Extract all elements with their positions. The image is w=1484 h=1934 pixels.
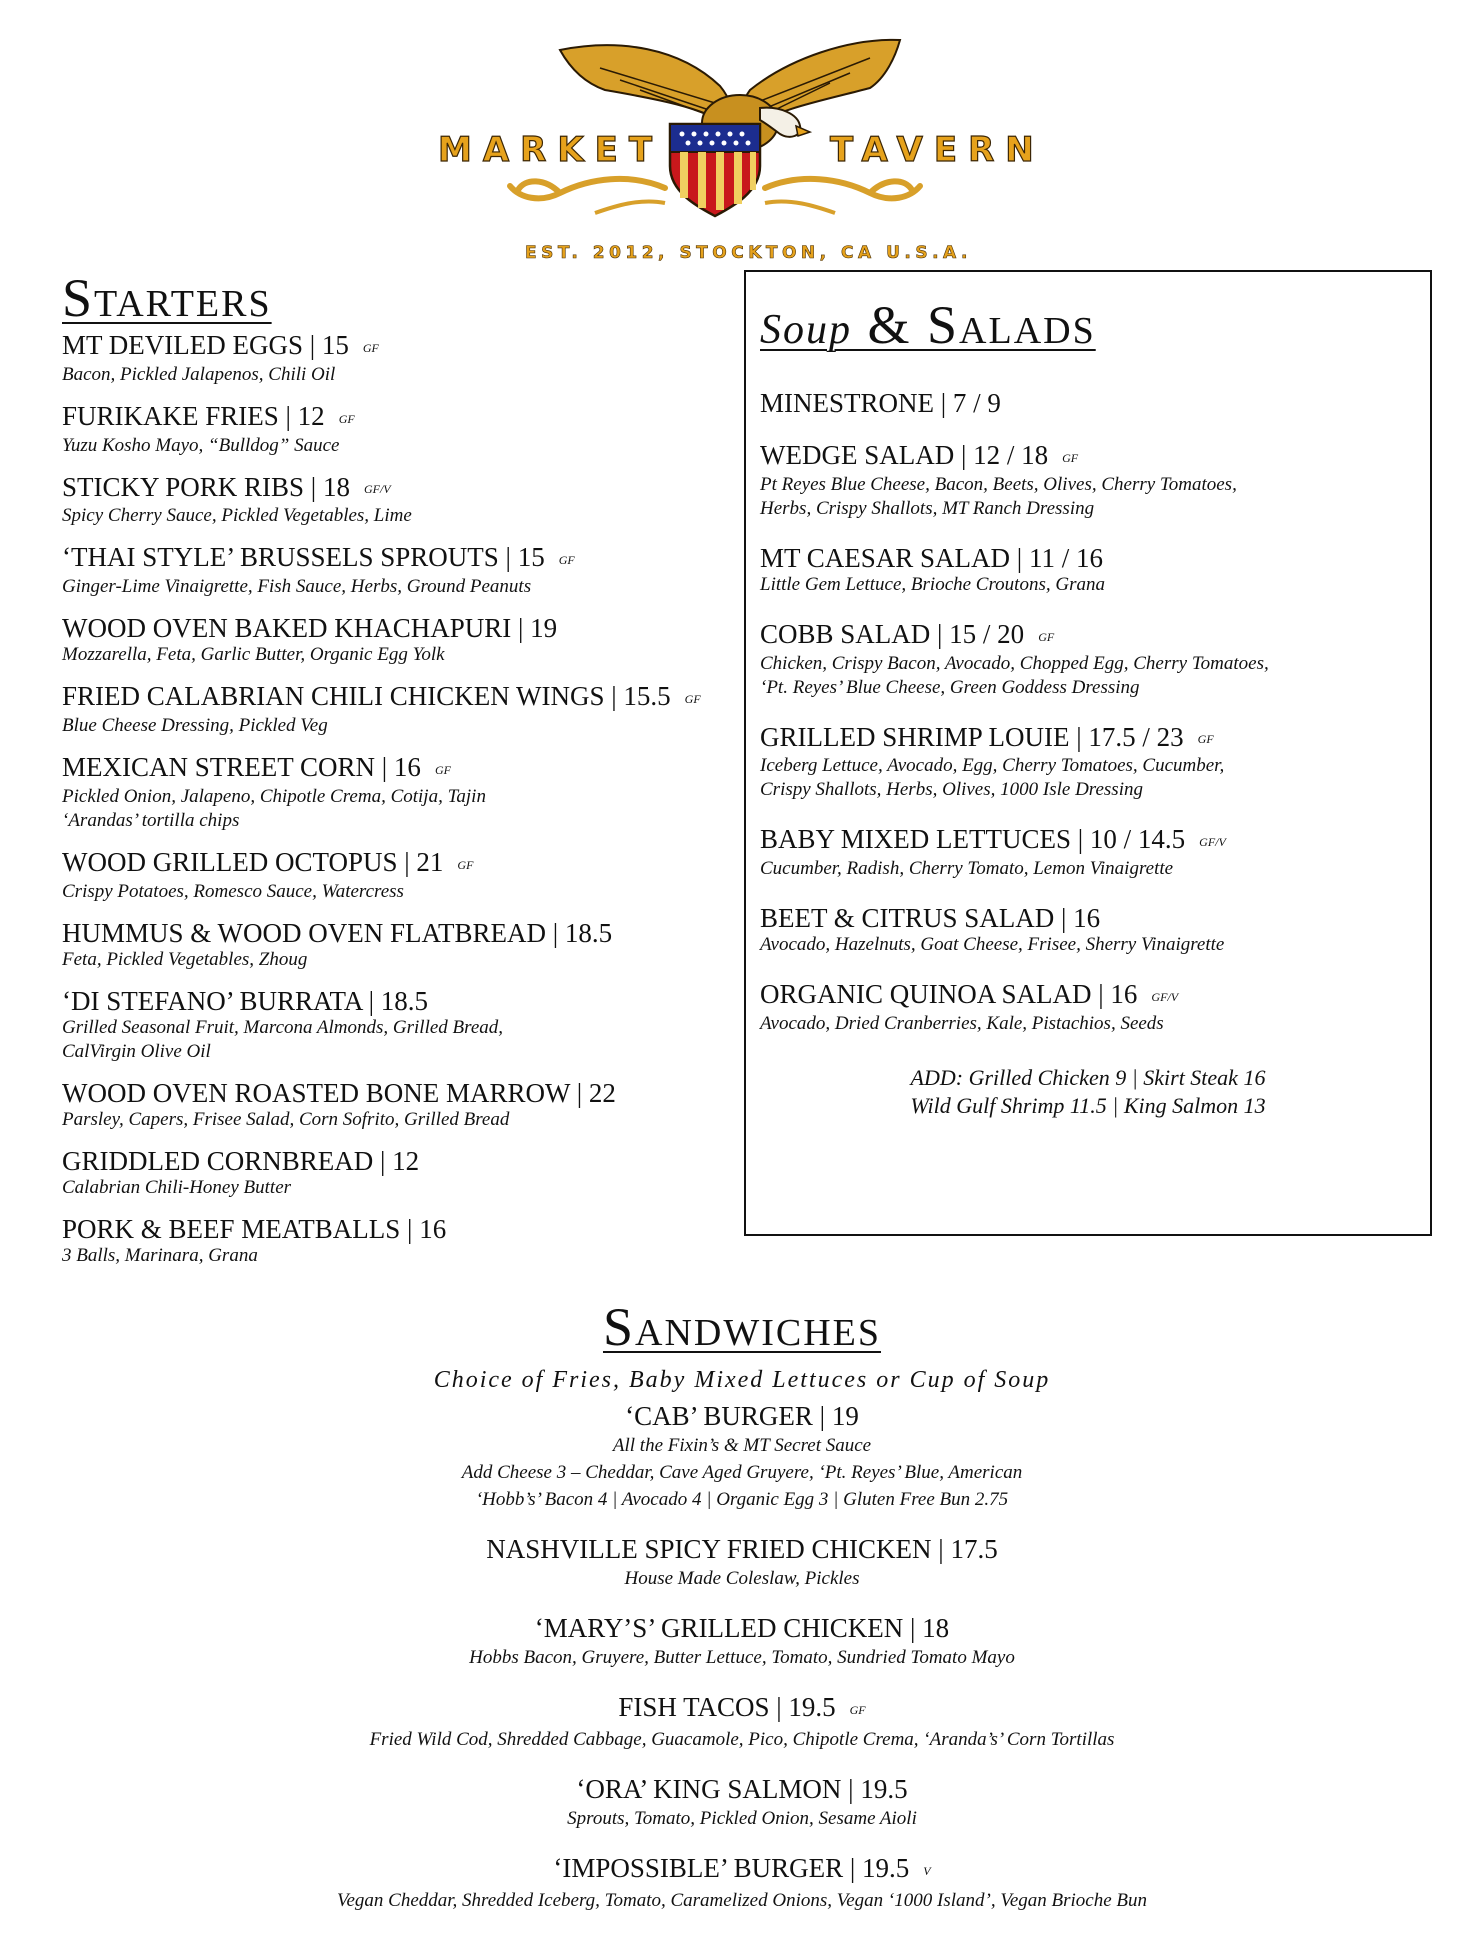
menu-item: [0, 1612, 1484, 1671]
menu-item-description: Avocado, Hazelnuts, Goat Cheese, Frisee, Sherry Vinaigrette: [760, 934, 1225, 956]
dietary-tag: GF: [684, 691, 701, 706]
menu-item-title: FURIKAKE FRIES | 12: [62, 400, 325, 431]
menu-item-title: WOOD GRILLED OCTOPUS | 21: [62, 846, 444, 877]
menu-item-description-2: ‘Pt. Reyes’ Blue Cheese, Green Goddess Dressing: [760, 676, 1140, 698]
menu-item-name: [0, 1612, 1484, 1644]
sandwiches-title: Sandwiches: [602, 1297, 881, 1357]
menu-item: [62, 681, 742, 738]
menu-item-title: ‘DI STEFANO’ BURRATA | 18.5: [62, 985, 429, 1016]
logo-word-tavern: TAVERN: [830, 130, 1045, 170]
menu-item-name: [62, 1078, 742, 1108]
menu-item-title: BABY MIXED LETTUCES | 10 / 14.5: [760, 824, 1186, 855]
menu-item-name: [62, 472, 742, 505]
menu-item-name: [62, 401, 742, 434]
menu-item-description: All the Fixin’s & MT Secret Sauce: [612, 1435, 872, 1456]
menu-item: [0, 1400, 1484, 1513]
market-tavern-logo: [430, 28, 1070, 273]
menu-item-description: Crispy Potatoes, Romesco Sauce, Watercress: [62, 880, 404, 902]
menu-item: [0, 1533, 1484, 1592]
logo-established-line: EST. 2012, STOCKTON, CA U.S.A.: [525, 243, 972, 263]
menu-item-description: Spicy Cherry Sauce, Pickled Vegetables, Lime: [62, 505, 412, 527]
menu-item-description: Pickled Onion, Jalapeno, Chipotle Crema, Cotija, Tajin: [62, 785, 486, 807]
menu-item: [62, 986, 742, 1064]
menu-item-title: WEDGE SALAD | 12 / 18: [760, 440, 1049, 470]
menu-item-description: Avocado, Dried Cranberries, Kale, Pistachios, Seeds: [760, 1012, 1164, 1034]
dietary-tag: GF: [338, 411, 355, 426]
menu-item-title: MEXICAN STREET CORN | 16: [62, 751, 421, 782]
menu-item: [760, 619, 1416, 700]
menu-item: [62, 401, 742, 458]
starters-section: [62, 268, 742, 1282]
soup-salads-box: [744, 270, 1432, 1236]
menu-item-description-2: ‘Arandas’ tortilla chips: [62, 809, 240, 831]
menu-item: [62, 330, 742, 387]
menu-item-name: [0, 1400, 1484, 1432]
menu-item-description: Vegan Cheddar, Shredded Iceberg, Tomato, Caramelized Onions, Vegan ‘1000 Island’, Vegan Brioche Bun: [336, 1889, 1148, 1911]
menu-item-description: Iceberg Lettuce, Avocado, Egg, Cherry Tomatoes, Cucumber,: [760, 755, 1225, 777]
dietary-tag: V: [923, 1863, 931, 1878]
dietary-tag: GF: [457, 857, 474, 872]
menu-item-name: [760, 619, 1416, 652]
menu-item-description: Blue Cheese Dressing, Pickled Veg: [62, 714, 328, 736]
menu-item-title: STICKY PORK RIBS | 18: [62, 471, 350, 502]
menu-item-description: Parsley, Capers, Frisee Salad, Corn Sofrito, Grilled Bread: [62, 1108, 510, 1130]
menu-item: [62, 472, 742, 529]
menu-item-addon-line: ‘Hobb’s’ Bacon 4 | Avocado 4 | Organic Egg 3 | Gluten Free Bun 2.75: [475, 1489, 1009, 1510]
menu-item-name: [760, 979, 1416, 1012]
menu-item-name: [62, 330, 742, 363]
dietary-tag: GF/V: [363, 482, 391, 497]
menu-item-description: Chicken, Crispy Bacon, Avocado, Chopped Egg, Cherry Tomatoes,: [760, 652, 1269, 674]
menu-item-description-2: Herbs, Crispy Shallots, MT Ranch Dressing: [760, 497, 1095, 519]
menu-item-name: [62, 752, 742, 785]
menu-item-title: MT CAESAR SALAD | 11 / 16: [760, 542, 1103, 573]
menu-item-description: Yuzu Kosho Mayo, “Bulldog” Sauce: [62, 434, 340, 456]
menu-item: [760, 979, 1416, 1036]
menu-item-description: Bacon, Pickled Jalapenos, Chili Oil: [62, 363, 336, 385]
menu-item-description: Ginger-Lime Vinaigrette, Fish Sauce, Herbs, Ground Peanuts: [62, 576, 532, 598]
dietary-tag: GF: [558, 553, 575, 568]
menu-item-name: [760, 903, 1416, 933]
menu-item: [760, 543, 1416, 597]
menu-item: [62, 752, 742, 833]
menu-item-description: Hobbs Bacon, Gruyere, Butter Lettuce, Tomato, Sundried Tomato Mayo: [469, 1647, 1015, 1668]
menu-item-description: Fried Wild Cod, Shredded Cabbage, Guacamole, Pico, Chipotle Crema, ‘Aranda’s’ Corn Tortillas: [369, 1728, 1115, 1750]
menu-item-description: House Made Coleslaw, Pickles: [624, 1568, 860, 1589]
addons-line-1: ADD: Grilled Chicken 9 | Skirt Steak 16: [910, 1064, 1266, 1090]
menu-item-description: 3 Balls, Marinara, Grana: [62, 1244, 258, 1266]
dietary-tag: GF/V: [1151, 989, 1179, 1004]
menu-item-name: [62, 986, 742, 1016]
menu-item-description: Cucumber, Radish, Cherry Tomato, Lemon Vinaigrette: [760, 858, 1174, 880]
salads-title-word: & Salads: [852, 295, 1096, 355]
menu-item-description: Mozzarella, Feta, Garlic Butter, Organic Egg Yolk: [62, 644, 445, 666]
menu-item-name: [62, 1214, 742, 1244]
menu-item-addon-line: Add Cheese 3 – Cheddar, Cave Aged Gruyere, ‘Pt. Reyes’ Blue, American: [461, 1462, 1023, 1483]
menu-item-name: [62, 847, 742, 880]
soup-salads-list: [760, 388, 1416, 1036]
menu-item: [760, 722, 1416, 803]
menu-item: [62, 1214, 742, 1268]
soup-title-word: Soup: [760, 307, 852, 353]
dietary-tag: GF: [434, 762, 451, 777]
dietary-tag: GF/V: [1199, 835, 1226, 850]
menu-item-title: COBB SALAD | 15 / 20: [760, 618, 1025, 649]
menu-item-title: BEET & CITRUS SALAD | 16: [760, 903, 1101, 934]
menu-item: [760, 903, 1416, 957]
soup-salads-title: [760, 294, 1416, 370]
menu-item-name: [760, 824, 1416, 857]
menu-item: [62, 613, 742, 667]
menu-item-title: ‘ORA’ KING SALMON | 19.5: [576, 1773, 908, 1804]
menu-item-title: ‘THAI STYLE’ BRUSSELS SPROUTS | 15: [62, 542, 545, 573]
menu-item-title: ‘CAB’ BURGER | 19: [625, 1401, 859, 1431]
menu-item-title: FISH TACOS | 19.5: [618, 1692, 836, 1722]
dietary-tag: GF: [1062, 450, 1079, 465]
menu-item-title: FRIED CALABRIAN CHILI CHICKEN WINGS | 15.5: [62, 681, 671, 712]
menu-item: [760, 440, 1416, 521]
menu-item-description: Feta, Pickled Vegetables, Zhoug: [62, 948, 308, 970]
menu-item-name: [760, 543, 1416, 573]
menu-item: [760, 824, 1416, 881]
menu-item-title: WOOD OVEN BAKED KHACHAPURI | 19: [62, 613, 558, 644]
menu-item-title: ORGANIC QUINOA SALAD | 16: [760, 979, 1138, 1010]
menu-item-title: MT DEVILED EGGS | 15: [62, 330, 349, 360]
menu-item-name: [62, 681, 742, 714]
menu-item-description: Little Gem Lettuce, Brioche Croutons, Grana: [760, 573, 1105, 595]
menu-item-title: MINESTRONE | 7 / 9: [760, 388, 1001, 418]
dietary-tag: GF: [1038, 629, 1055, 644]
salad-addons: [760, 1064, 1416, 1120]
menu-item-title: PORK & BEEF MEATBALLS | 16: [62, 1213, 447, 1244]
menu-item-name: [62, 542, 742, 575]
menu-item-name: [760, 440, 1416, 473]
menu-item-description-2: CalVirgin Olive Oil: [62, 1040, 211, 1062]
menu-item-name: [0, 1533, 1484, 1565]
menu-item-title: WOOD OVEN ROASTED BONE MARROW | 22: [62, 1077, 616, 1108]
menu-item-name: [62, 918, 742, 948]
menu-item: [62, 918, 742, 972]
menu-item: [0, 1773, 1484, 1832]
menu-item-description-2: Crispy Shallots, Herbs, Olives, 1000 Isle Dressing: [760, 779, 1143, 801]
menu-item-name: [62, 613, 742, 643]
dietary-tag: GF: [849, 1702, 866, 1717]
starters-list: [62, 330, 742, 1268]
sandwiches-list: [0, 1400, 1484, 1914]
menu-item: [0, 1691, 1484, 1753]
menu-item: [62, 1146, 742, 1200]
menu-item-name: [0, 1852, 1484, 1887]
menu-item-title: ‘MARY’S’ GRILLED CHICKEN | 18: [534, 1613, 950, 1643]
starters-title: Starters: [62, 268, 272, 328]
menu-item: [62, 847, 742, 904]
menu-item-description: Pt Reyes Blue Cheese, Bacon, Beets, Olives, Cherry Tomatoes,: [760, 473, 1237, 495]
menu-item-title: GRIDDLED CORNBREAD | 12: [62, 1145, 420, 1176]
menu-item: [760, 388, 1416, 418]
menu-item-name: [760, 722, 1416, 755]
menu-item-title: GRILLED SHRIMP LOUIE | 17.5 / 23: [760, 721, 1184, 752]
menu-item: [62, 542, 742, 599]
menu-item-title: HUMMUS & WOOD OVEN FLATBREAD | 18.5: [62, 917, 613, 948]
menu-item: [62, 1078, 742, 1132]
menu-item-description: Grilled Seasonal Fruit, Marcona Almonds, Grilled Bread,: [62, 1016, 504, 1038]
menu-item: [0, 1852, 1484, 1914]
addons-line-2: Wild Gulf Shrimp 11.5 | King Salmon 13: [910, 1092, 1266, 1118]
menu-item-name: [0, 1691, 1484, 1726]
menu-item-description: Calabrian Chili-Honey Butter: [62, 1176, 292, 1198]
dietary-tag: GF: [362, 340, 379, 355]
menu-item-name: [62, 1146, 742, 1176]
menu-item-name: [0, 1773, 1484, 1805]
sandwiches-section: [0, 1296, 1484, 1934]
menu-item-title: NASHVILLE SPICY FRIED CHICKEN | 17.5: [486, 1534, 998, 1564]
logo-word-market: MARKET: [438, 130, 664, 170]
dietary-tag: GF: [1197, 732, 1214, 747]
menu-item-title: ‘IMPOSSIBLE’ BURGER | 19.5: [553, 1852, 910, 1883]
sandwiches-subtitle: Choice of Fries, Baby Mixed Lettuces or Cup of Soup: [433, 1367, 1051, 1393]
menu-item-name: [760, 388, 1416, 418]
menu-item-description: Sprouts, Tomato, Pickled Onion, Sesame Aioli: [567, 1807, 917, 1829]
